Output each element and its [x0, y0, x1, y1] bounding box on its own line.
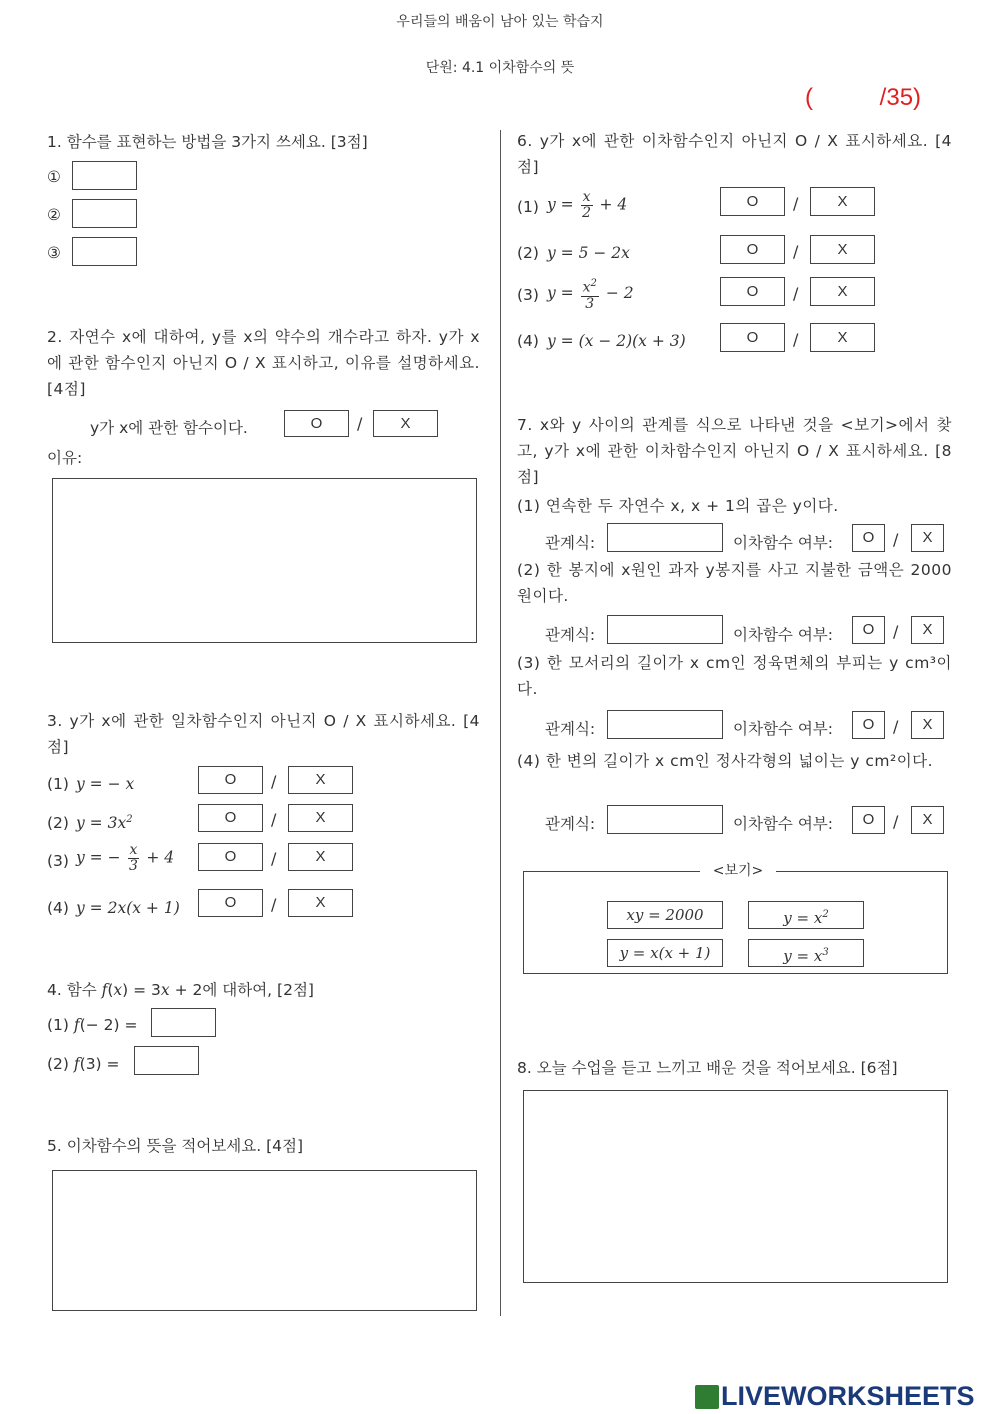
q6-item-1-slash: /	[793, 194, 799, 213]
q6-item-3-x[interactable]: X	[810, 277, 875, 306]
q8-answer-box[interactable]	[523, 1090, 948, 1283]
q6-item-4-expr: y = (x − 2)(x + 3)	[547, 332, 686, 350]
q3-item-1-slash: /	[271, 772, 277, 791]
q6-item-4-x[interactable]: X	[810, 323, 875, 352]
q3-item-2-x[interactable]: X	[288, 804, 353, 832]
q2-reason-box[interactable]	[52, 478, 477, 643]
logo-text: LIVEWORKSHEETS	[721, 1381, 975, 1411]
q7-item-1-quad-label: 이차함수 여부:	[733, 534, 833, 552]
bogi-item-1: xy = 2000	[607, 901, 723, 929]
q3-item-4-o[interactable]: O	[198, 889, 263, 917]
bogi-title: <보기>	[700, 860, 776, 880]
q1-marker-3: ③	[47, 244, 61, 262]
q7-item-4-quad-label: 이차함수 여부:	[733, 815, 833, 833]
q6-item-2-o[interactable]: O	[720, 235, 785, 264]
q7-item-3-text: (3) 한 모서리의 길이가 x cm인 정육면체의 부피는 y cm³이다.	[517, 654, 952, 698]
q3-item-2-num: (2)	[47, 814, 69, 832]
q3-item-4-num: (4)	[47, 899, 69, 917]
worksheet-title: 우리들의 배움이 남아 있는 학습지	[396, 14, 604, 30]
q3-item-1-expr: y = − x	[76, 775, 135, 793]
q6-item-1-expr: y = $\frac{x}{2}$ + 4	[547, 189, 628, 221]
q6-item-4-o[interactable]: O	[720, 323, 785, 352]
q2-x-box[interactable]: X	[373, 410, 438, 437]
q6-item-1-x[interactable]: X	[810, 187, 875, 216]
q3-item-4-x[interactable]: X	[288, 889, 353, 917]
unit-label: 단원: 4.1 이차함수의 뜻	[425, 60, 575, 76]
q6-item-4-num: (4)	[517, 332, 539, 350]
q3-item-3-expr: y = − $\frac{x}{3}$ + 4	[76, 842, 175, 874]
q7-item-2-x[interactable]: X	[911, 616, 944, 644]
liveworksheets-logo	[695, 1381, 975, 1412]
q5-prompt: 5. 이차함수의 뜻을 적어보세요. [4점]	[47, 1137, 304, 1155]
q7-item-1-x[interactable]: X	[911, 524, 944, 552]
q2-reason-label: 이유:	[47, 449, 83, 467]
q3-item-4-slash: /	[271, 895, 277, 914]
q3-prompt: 3. y가 x에 관한 일차함수인지 아닌지 O / X 표시하세요. [4점]	[47, 712, 480, 756]
q3-item-3-x[interactable]: X	[288, 843, 353, 871]
q7-item-3-o[interactable]: O	[852, 711, 885, 739]
q2-prompt: 2. 자연수 x에 대하여, y를 x의 약수의 개수라고 하자. y가 x에 관한 함수인지 아닌지 O / X 표시하고, 이유를 설명하세요. [4점]	[47, 328, 480, 398]
q7-item-4-x[interactable]: X	[911, 806, 944, 834]
bogi-item-4: $y = x^3$	[748, 939, 864, 967]
q7-item-1-relation-label: 관계식:	[545, 534, 596, 552]
q7-item-1-slash: /	[893, 530, 899, 549]
q7-item-2-quad-label: 이차함수 여부:	[733, 626, 833, 644]
q5-answer-box[interactable]	[52, 1170, 477, 1311]
q7-item-4-relation-label: 관계식:	[545, 815, 596, 833]
q6-item-3-slash: /	[793, 284, 799, 303]
q3-item-2-expr: $y = 3x^2$	[76, 814, 133, 833]
q1-answer-1[interactable]	[72, 161, 137, 190]
q7-item-4-relation-input[interactable]	[607, 805, 723, 834]
q7-item-1-relation-input[interactable]	[607, 523, 723, 552]
q2-slash: /	[357, 414, 363, 433]
q3-item-3-slash: /	[271, 849, 277, 868]
q7-item-1-o[interactable]: O	[852, 524, 885, 552]
q4-answer-1[interactable]	[151, 1008, 216, 1037]
q6-item-3-num: (3)	[517, 286, 539, 304]
q7-item-2-o[interactable]: O	[852, 616, 885, 644]
q6-item-2-x[interactable]: X	[810, 235, 875, 264]
q4-prompt: 4. 함수 f(x) = 3x + 2에 대하여, [2점]	[47, 981, 314, 999]
logo-badge-icon	[695, 1385, 719, 1409]
bogi-item-3: y = x(x + 1)	[607, 939, 723, 967]
q6-item-1-num: (1)	[517, 198, 539, 216]
q6-item-3-o[interactable]: O	[720, 277, 785, 306]
q7-item-4-text: (4) 한 변의 길이가 x cm인 정사각형의 넓이는 y cm²이다.	[517, 752, 934, 770]
q6-item-2-num: (2)	[517, 244, 539, 262]
score-field: ( /35)	[805, 84, 922, 111]
q1-marker-2: ②	[47, 206, 61, 224]
q3-item-2-o[interactable]: O	[198, 804, 263, 832]
q3-item-3-o[interactable]: O	[198, 843, 263, 871]
q2-statement: y가 x에 관한 함수이다.	[90, 419, 248, 437]
q6-item-2-slash: /	[793, 242, 799, 261]
q7-item-3-x[interactable]: X	[911, 711, 944, 739]
q4-item-2-label: (2) f(3) =	[47, 1055, 120, 1073]
q7-item-4-o[interactable]: O	[852, 806, 885, 834]
q2-o-box[interactable]: O	[284, 410, 349, 437]
q6-item-2-expr: y = 5 − 2x	[547, 244, 630, 262]
q7-item-4-slash: /	[893, 812, 899, 831]
q6-item-3-expr: y = $\frac{x^2}{3}$ − 2	[547, 278, 634, 312]
q4-answer-2[interactable]	[134, 1046, 199, 1075]
q1-marker-1: ①	[47, 168, 61, 186]
q6-prompt: 6. y가 x에 관한 이차함수인지 아닌지 O / X 표시하세요. [4점]	[517, 132, 952, 176]
q4-item-1-label: (1) f(− 2) =	[47, 1016, 138, 1034]
bogi-box	[523, 871, 948, 974]
column-divider	[500, 130, 501, 1316]
q8-prompt: 8. 오늘 수업을 듣고 느끼고 배운 것을 적어보세요. [6점]	[517, 1059, 898, 1077]
q1-answer-3[interactable]	[72, 237, 137, 266]
q3-item-1-o[interactable]: O	[198, 766, 263, 794]
q3-item-2-slash: /	[271, 810, 277, 829]
q3-item-1-x[interactable]: X	[288, 766, 353, 794]
q7-item-3-relation-label: 관계식:	[545, 720, 596, 738]
q6-item-1-o[interactable]: O	[720, 187, 785, 216]
q7-item-2-relation-label: 관계식:	[545, 626, 596, 644]
q7-item-3-relation-input[interactable]	[607, 710, 723, 739]
q1-answer-2[interactable]	[72, 199, 137, 228]
q7-prompt: 7. x와 y 사이의 관계를 식으로 나타낸 것을 <보기>에서 찾고, y가 x에 관한 이차함수인지 아닌지 O / X 표시하세요. [8점]	[517, 416, 952, 486]
q1-prompt: 1. 함수를 표현하는 방법을 3가지 쓰세요. [3점]	[47, 133, 368, 151]
q7-item-2-text: (2) 한 봉지에 x원인 과자 y봉지를 사고 지불한 금액은 2000원이다.	[517, 561, 952, 605]
q3-item-4-expr: y = 2x(x + 1)	[76, 899, 180, 917]
q7-item-3-quad-label: 이차함수 여부:	[733, 720, 833, 738]
q7-item-2-slash: /	[893, 622, 899, 641]
q7-item-3-slash: /	[893, 717, 899, 736]
q7-item-2-relation-input[interactable]	[607, 615, 723, 644]
q3-item-3-num: (3)	[47, 852, 69, 870]
bogi-item-2: $y = x^2$	[748, 901, 864, 929]
q7-item-1-text: (1) 연속한 두 자연수 x, x + 1의 곱은 y이다.	[517, 497, 839, 515]
q6-item-4-slash: /	[793, 330, 799, 349]
q3-item-1-num: (1)	[47, 775, 69, 793]
